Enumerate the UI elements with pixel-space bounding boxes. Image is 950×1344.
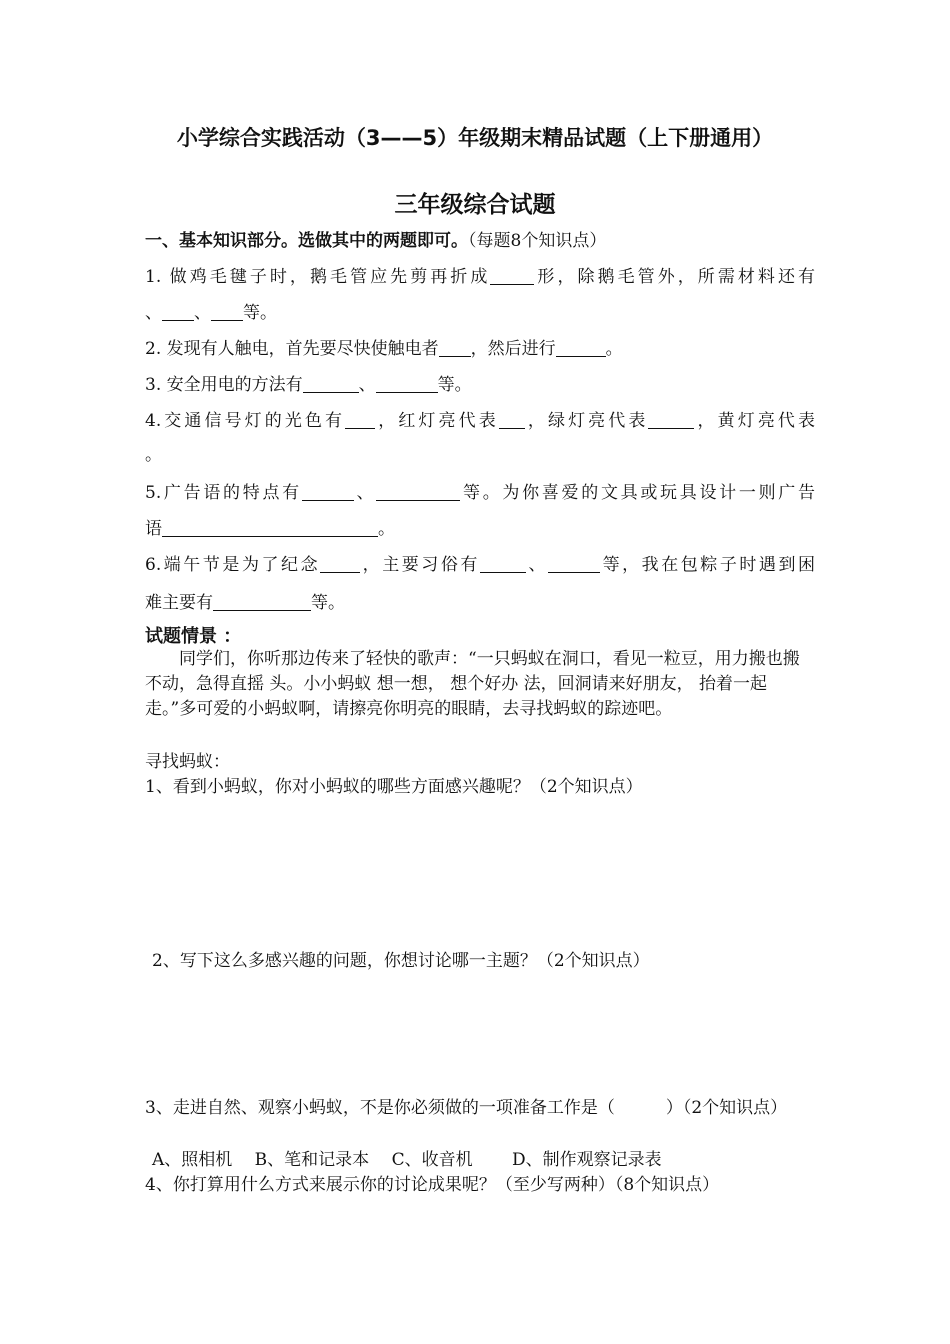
blank[interactable] [376,376,438,393]
q6-text-d: 等，我在包粽子时遇到困 [600,555,816,575]
question-6-line-1 [145,550,815,575]
question-1-line-1 [145,262,815,287]
scenario-question-1: 1、看到小蚂蚁，你对小蚂蚁的哪些方面感兴趣呢？（2个知识点） [145,777,643,797]
blank[interactable] [376,484,460,501]
q6-text-f: 等。 [311,593,345,613]
document-title: 小学综合实践活动（3——5）年级期末精品试题（上下册通用） [176,126,774,150]
blank[interactable] [480,556,526,573]
question-4-line-2 [145,440,815,465]
document-subtitle: 三年级综合试题 [394,192,556,218]
blank[interactable] [548,556,600,573]
question-4-line-1 [145,406,815,431]
q2-text-c: 。 [605,339,623,359]
q6-text-b: ，主要习俗有 [360,555,480,575]
q4-text-b: ，红灯亮代表 [375,411,499,431]
question-2 [145,334,815,359]
q4-text-a: 4.交通信号灯的光色有 [145,411,346,431]
question-5-line-2 [145,514,815,539]
scenario-question-3: 3、走进自然、观察小蚂蚁，不是你必须做的一项准备工作是（ ）（2个知识点） [145,1098,788,1118]
scenario-heading: 试题情景 ： [145,626,242,647]
blank[interactable] [211,304,243,321]
blank[interactable] [499,412,525,429]
q3-text-b: 、 [358,375,376,395]
blank[interactable] [303,376,359,393]
blank[interactable] [213,594,311,611]
q1-text-d: 、 [194,303,211,323]
blank[interactable] [345,412,375,429]
q5-text-c: 等。为你喜爱的文具或玩具设计一则广告 [460,483,816,503]
find-ants-label: 寻找蚂蚁： [145,752,230,772]
q6-text-a: 6.端午节是为了纪念 [145,555,321,575]
blank[interactable] [302,484,354,501]
q5-text-a: 5.广告语的特点有 [145,483,302,503]
blank[interactable] [648,412,694,429]
q4-text-c: ，绿灯亮代表 [524,411,649,431]
section-1-note: （每题8个知识点） [468,231,607,251]
q4-text-d: ，黄灯亮代表 [694,411,816,431]
q1-text-a: 1. 做鸡毛毽子时，鹅毛管应先剪再折成 [145,267,491,287]
question-1-line-2 [145,298,815,323]
q5-text-e: 。 [378,519,395,539]
q1-text-b: 形，除鹅毛管外，所需材料还有 [534,267,816,287]
question-3 [145,370,815,395]
q3-text-a: 3. 安全用电的方法有 [145,375,303,395]
q1-text-c: 、 [145,303,162,323]
section-1-title: 一、基本知识部分。选做其中的两题即可。 [145,231,468,251]
q4-text-e: 。 [145,445,162,465]
q2-text-b: ，然后进行 [470,339,556,359]
blank[interactable] [439,340,471,357]
scenario-question-4: 4、你打算用什么方式来展示你的讨论成果呢？（至少写两种）（8个知识点） [145,1175,720,1195]
q5-text-b: 、 [353,483,377,503]
q2-text-a: 2. 发现有人触电，首先要尽快使触电者 [145,339,439,359]
blank[interactable] [490,268,534,285]
q1-text-e: 等。 [243,303,277,323]
blank[interactable] [556,340,606,357]
section-1-heading [145,226,815,251]
question-5-line-1 [145,478,815,503]
q6-text-c: 、 [525,555,549,575]
blank[interactable] [162,520,378,537]
q6-text-e: 难主要有 [145,593,213,613]
question-6-line-2 [145,588,815,613]
scenario-question-2: 2、写下这么多感兴趣的问题，你想讨论哪一主题？（2个知识点） [152,951,650,971]
blank[interactable] [320,556,360,573]
scenario-question-3-options: A、照相机 B、笔和记录本 C、收音机 D、制作观察记录表 [152,1150,662,1170]
q3-text-c: 等。 [437,375,472,395]
blank[interactable] [162,304,194,321]
q5-text-d: 语 [145,519,162,539]
scenario-paragraph: 同学们，你听那边传来了轻快的歌声：“一只蚂蚁在洞口，看见一粒豆，用力搬也搬不动，急得直摇 头。小小蚂蚁 想一想， 想个好办 法，回洞请来好朋友， 抬着一起走。”多可爱的小蚂蚁啊，请擦亮你明亮的眼睛，去寻找蚂蚁的踪迹吧。 [145,649,800,719]
